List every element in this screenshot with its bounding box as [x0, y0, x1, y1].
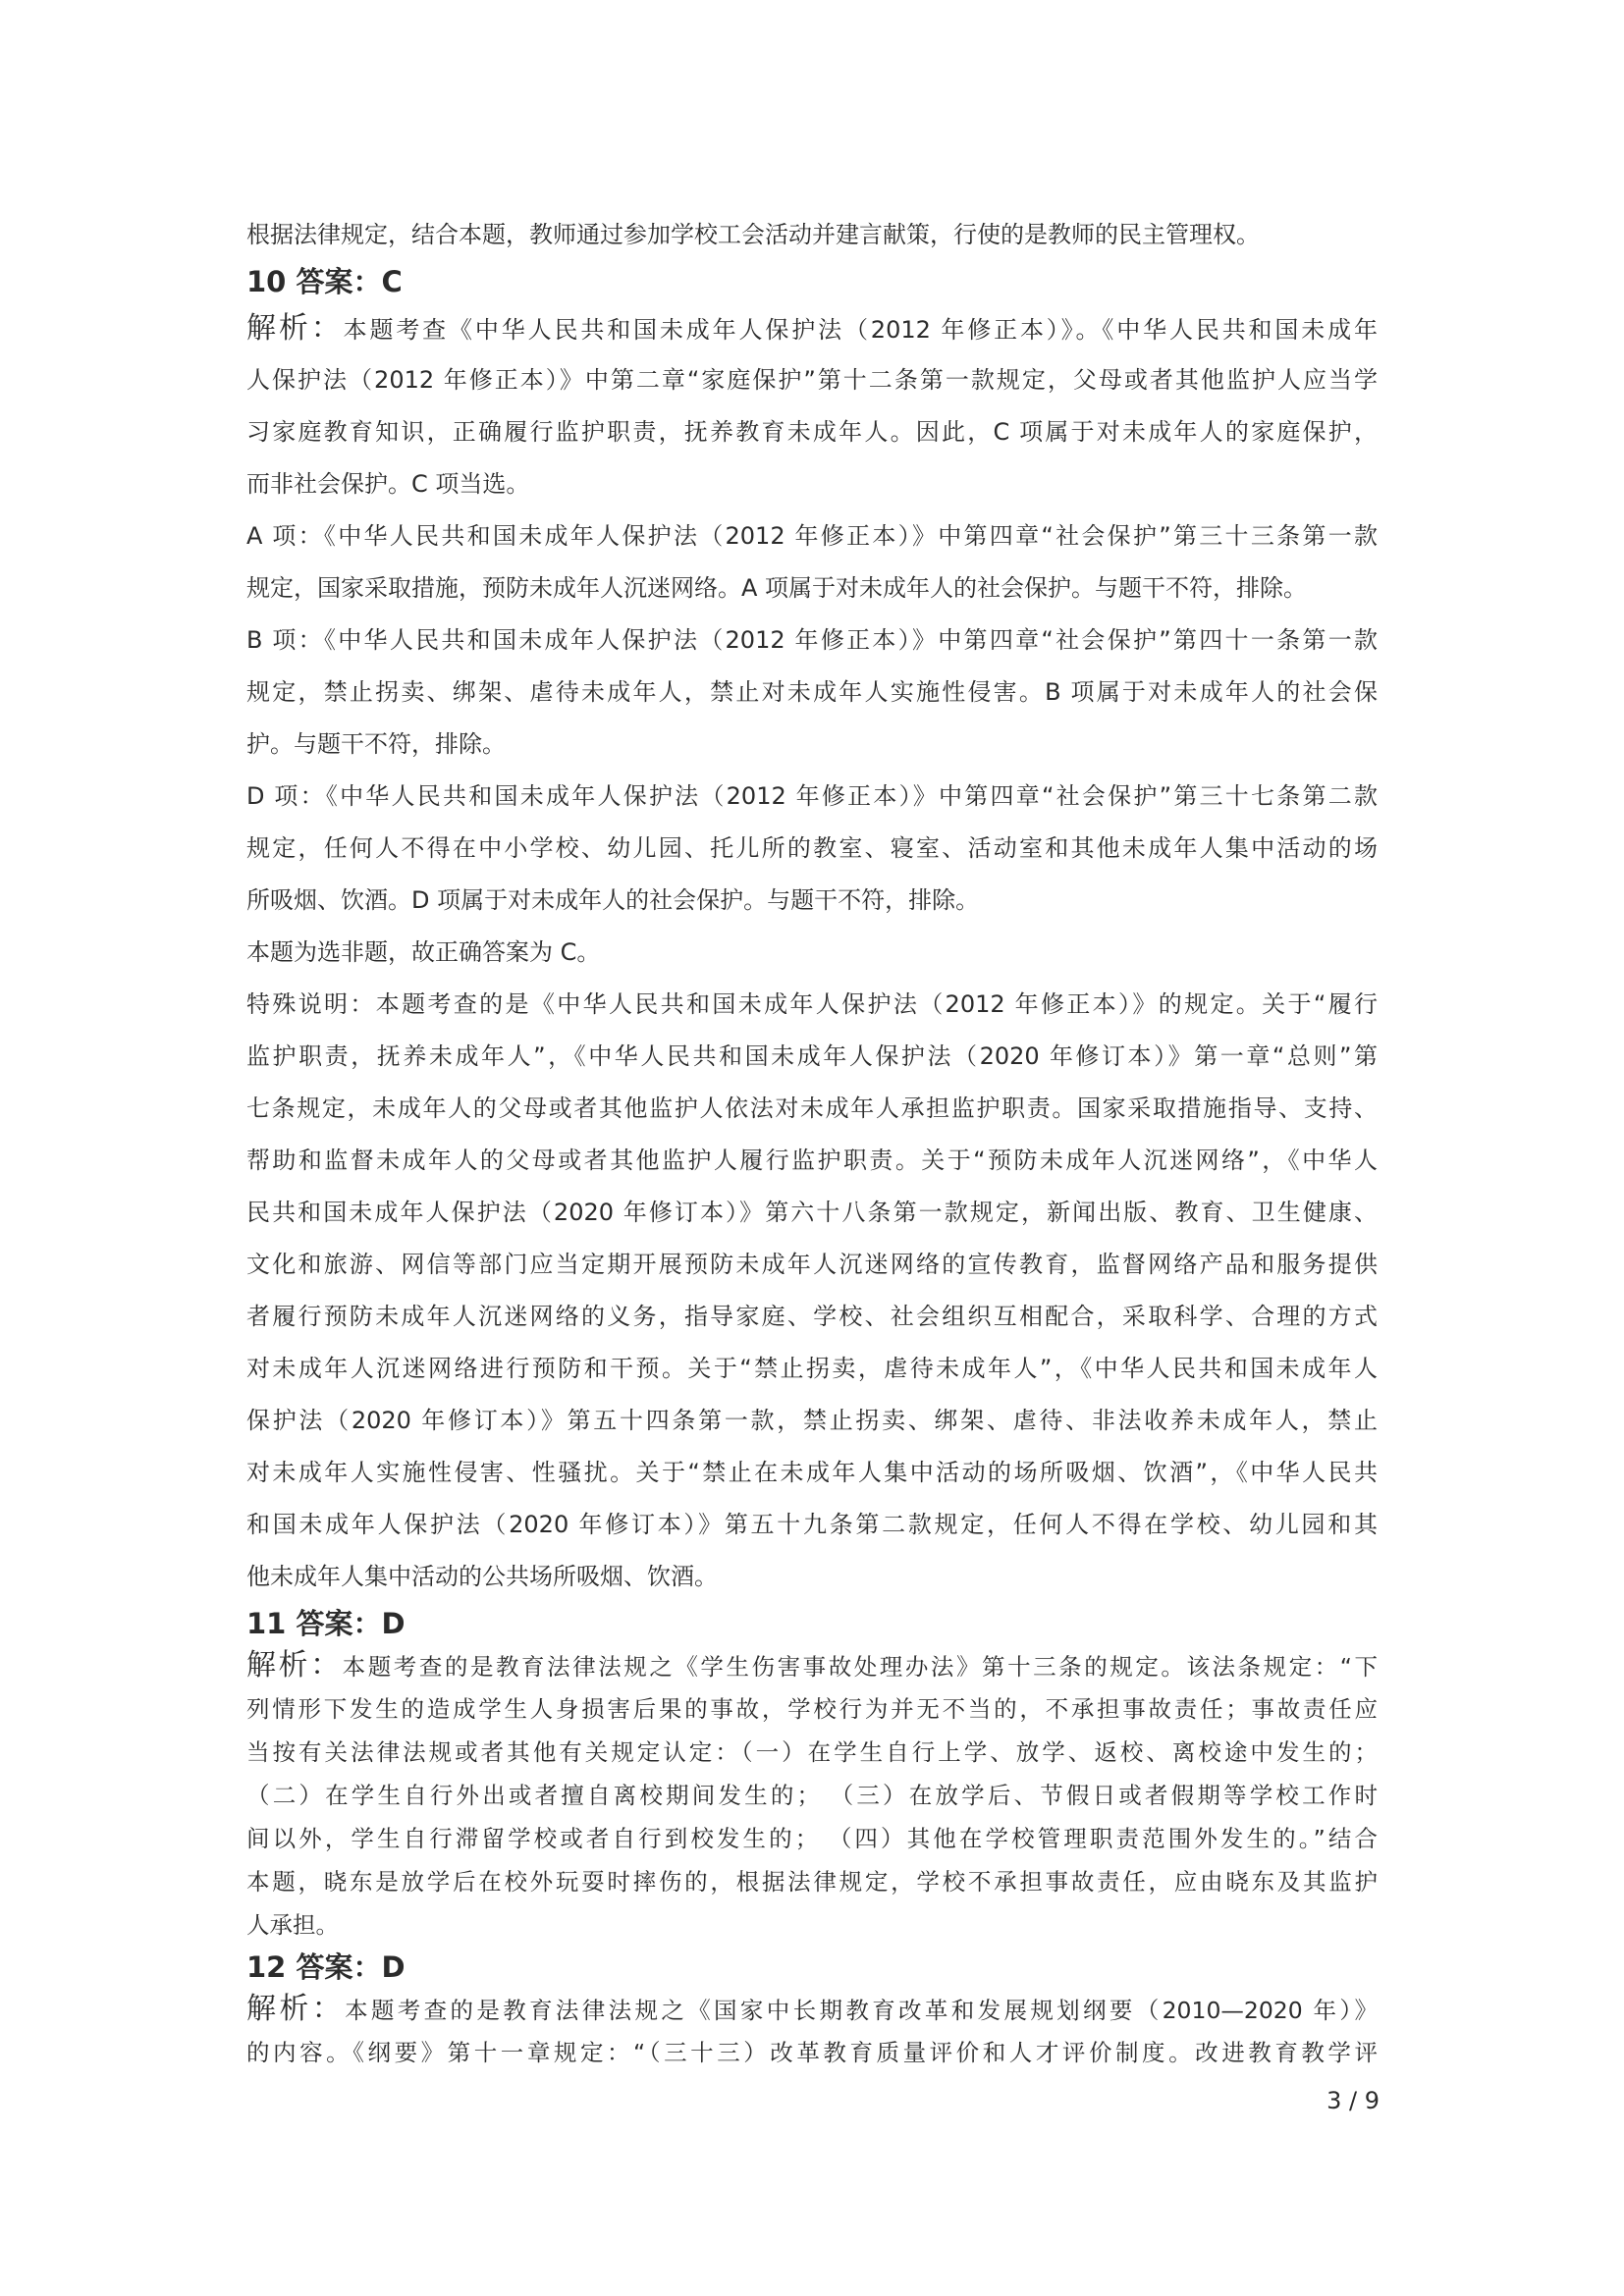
special-note-line: 他未成年人集中活动的公共场所吸烟、饮酒。 — [246, 1563, 718, 1590]
special-note-line: 保护法（2020 年修订本）》第五十四条第一款，禁止拐卖、绑架、虐待、非法收养未成年人，禁止 — [246, 1407, 1378, 1434]
page-content — [246, 209, 1378, 2074]
conclusion-line: 本题为选非题，故正确答案为 C。 — [246, 938, 601, 966]
analysis-line: 的内容。《纲要》第十一章规定：“（三十三）改革教育质量评价和人才评价制度。改进教育教学评 — [246, 2039, 1378, 2066]
option-a-line: A 项：《中华人民共和国未成年人保护法（2012 年修正本）》中第四章“社会保护”第三十三条第一款 — [246, 522, 1378, 550]
option-d-line: 所吸烟、饮酒。D 项属于对未成年人的社会保护。与题干不符，排除。 — [246, 886, 980, 914]
analysis-text — [246, 1644, 1378, 1687]
special-note-line: 文化和旅游、网信等部门应当定期开展预防未成年人沉迷网络的宣传教育，监督网络产品和服务提供 — [246, 1251, 1378, 1278]
special-note-line: 监护职责，抚养未成年人”，《中华人民共和国未成年人保护法（2020 年修订本）》第一章“总则”第 — [246, 1042, 1378, 1070]
analysis-label: 解析： — [246, 1992, 346, 2026]
option-b-line: 护。与题干不符，排除。 — [246, 730, 506, 758]
analysis-line: 人保护法（2012 年修正本）》中第二章“家庭保护”第十二条第一款规定，父母或者其他监护人应当学 — [246, 366, 1378, 394]
special-note-line: 帮助和监督未成年人的父母或者其他监护人履行监护职责。关于“预防未成年人沉迷网络”，《中华人 — [246, 1147, 1378, 1174]
analysis-text — [246, 1988, 1378, 2031]
option-d-line: 规定，任何人不得在中小学校、幼儿园、托儿所的教室、寝室、活动室和其他未成年人集中活动的场 — [246, 834, 1378, 862]
special-note-line: 者履行预防未成年人沉迷网络的义务，指导家庭、学校、社会组织互相配合，采取科学、合理的方式 — [246, 1303, 1378, 1330]
analysis-line: 而非社会保护。C 项当选。 — [246, 470, 530, 498]
analysis-line: 本题考查的是教育法律法规之《国家中长期教育改革和发展规划纲要（2010—2020 年）》 — [345, 1997, 1378, 2024]
answer-heading-10: 10 答案：C — [246, 265, 403, 298]
analysis-line: 本题考查《中华人民共和国未成年人保护法（2012 年修正本）》。《中华人民共和国未成年 — [343, 316, 1378, 344]
analysis-line: 当按有关法律法规或者其他有关规定认定：（一）在学生自行上学、放学、返校、离校途中发生的； — [246, 1738, 1378, 1766]
analysis-line: 习家庭教育知识，正确履行监护职责，抚养教育未成年人。因此，C 项属于对未成年人的家庭保护， — [246, 418, 1378, 446]
special-note-line: 对未成年人实施性侵害、性骚扰。关于“禁止在未成年人集中活动的场所吸烟、饮酒”，《中华人民共 — [246, 1459, 1378, 1486]
special-note-line: 对未成年人沉迷网络进行预防和干预。关于“禁止拐卖，虐待未成年人”，《中华人民共和国未成年人 — [246, 1355, 1378, 1382]
analysis-line: 间以外，学生自行滞留学校或者自行到校发生的； （四）其他在学校管理职责范围外发生的。”结合 — [246, 1825, 1378, 1852]
page-number: 3 / 9 — [1326, 2087, 1380, 2114]
analysis-line: 本题考查的是教育法律法规之《学生伤害事故处理办法》第十三条的规定。该法条规定：“下 — [342, 1653, 1378, 1681]
special-note-line: 民共和国未成年人保护法（2020 年修订本）》第六十八条第一款规定，新闻出版、教育、卫生健康、 — [246, 1199, 1378, 1226]
analysis-block-12 — [246, 1988, 1378, 2074]
option-b-line: 规定，禁止拐卖、绑架、虐待未成年人，禁止对未成年人实施性侵害。B 项属于对未成年人的社会保 — [246, 678, 1378, 706]
answer-heading-12: 12 答案：D — [246, 1950, 406, 1984]
analysis-line: 本题，晓东是放学后在校外玩耍时摔伤的，根据法律规定，学校不承担事故责任，应由晓东及其监护 — [246, 1868, 1378, 1896]
analysis-block-11 — [246, 1644, 1378, 1947]
analysis-text — [246, 302, 1378, 354]
option-d-line: D 项：《中华人民共和国未成年人保护法（2012 年修正本）》中第四章“社会保护”第三十七条第二款 — [246, 782, 1378, 810]
special-note-line: 七条规定，未成年人的父母或者其他监护人依法对未成年人承担监护职责。国家采取措施指导、支持、 — [246, 1095, 1378, 1122]
option-b-line: B 项：《中华人民共和国未成年人保护法（2012 年修正本）》中第四章“社会保护”第四十一条第一款 — [246, 626, 1378, 654]
analysis-line: （二）在学生自行外出或者擅自离校期间发生的； （三）在放学后、节假日或者假期等学校工作时 — [246, 1782, 1378, 1809]
analysis-label: 解析： — [246, 1648, 343, 1682]
special-note-line: 特殊说明：本题考查的是《中华人民共和国未成年人保护法（2012 年修正本）》的规定。关于“履行 — [246, 990, 1378, 1018]
analysis-line: 人承担。 — [246, 1911, 339, 1939]
analysis-line: 列情形下发生的造成学生人身损害后果的事故，学校行为并无不当的，不承担事故责任；事故责任应 — [246, 1695, 1378, 1723]
analysis-label: 解析： — [246, 311, 344, 346]
option-a-line: 规定，国家采取措施，预防未成年人沉迷网络。A 项属于对未成年人的社会保护。与题干不符，排除。 — [246, 574, 1308, 602]
answer-heading-11: 11 答案：D — [246, 1607, 406, 1640]
special-note-line: 和国未成年人保护法（2020 年修订本）》第五十九条第二款规定，任何人不得在学校、幼儿园和其 — [246, 1511, 1378, 1538]
body-text: 根据法律规定，结合本题，教师通过参加学校工会活动并建言献策，行使的是教师的民主管理权。 — [246, 221, 1260, 248]
